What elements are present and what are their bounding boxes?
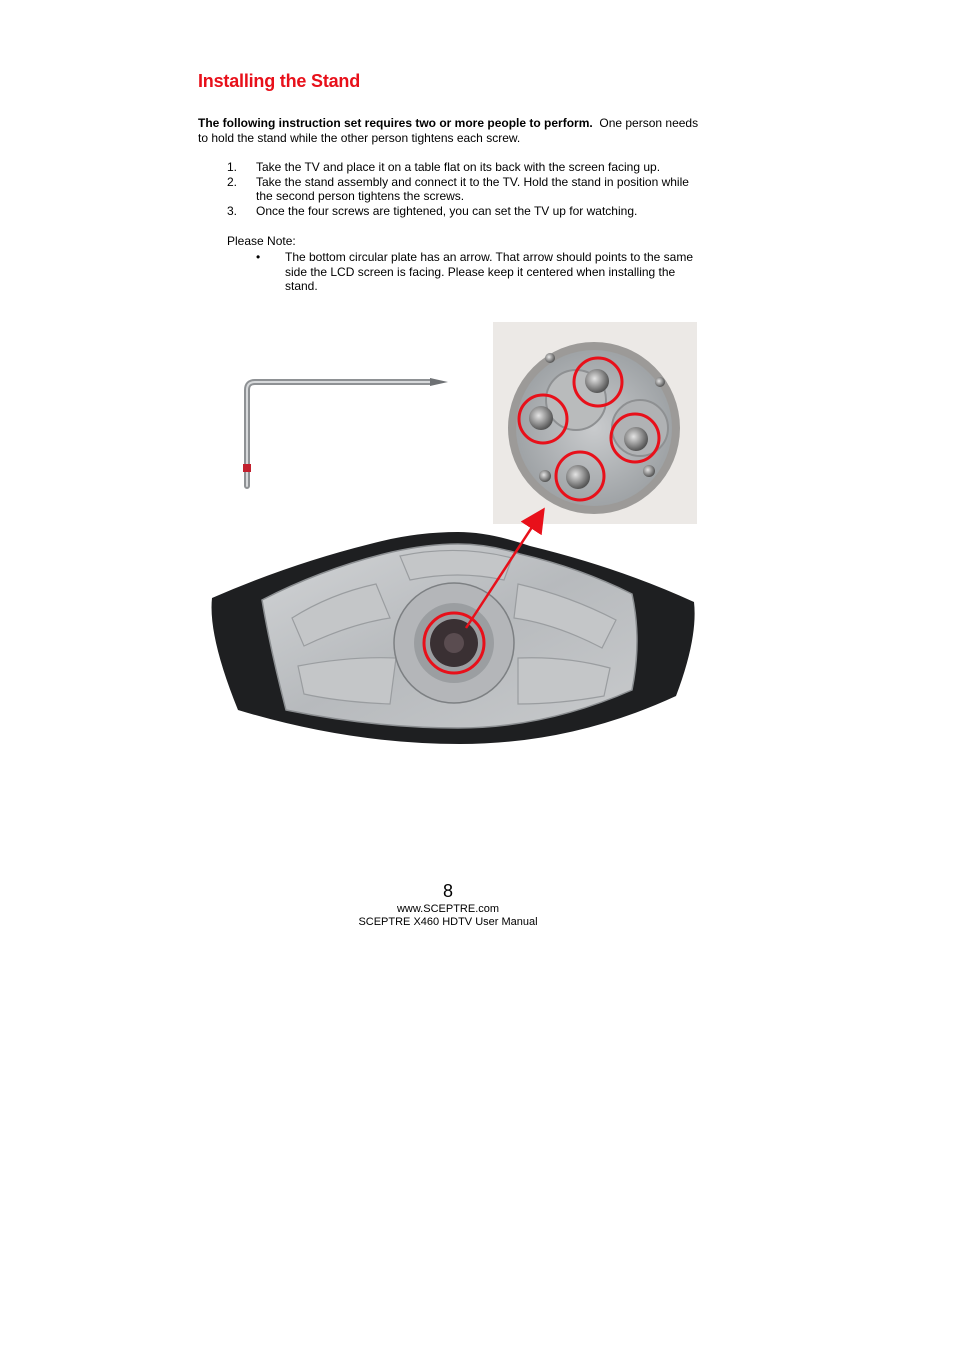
footer-manual-title: SCEPTRE X460 HDTV User Manual (358, 916, 538, 928)
stand-installation-figure (200, 318, 700, 748)
step-text: Once the four screws are tightened, you can set the TV up for watching. (256, 203, 638, 218)
intro-paragraph (198, 116, 703, 146)
step-item (227, 204, 707, 219)
note-item (256, 250, 696, 294)
note-list (256, 250, 696, 294)
intro-text: One person needs to hold the stand while the other person tightens each screw. (198, 116, 702, 145)
step-text: Take the TV and place it on a table flat on its back with the screen facing up. (256, 160, 661, 174)
steps-list (227, 160, 707, 218)
note-text: The bottom circular plate has an arrow. That arrow should points to the same side the LCD screen is facing. Please keep it centered when installing the stand. (285, 250, 693, 294)
step-item (227, 175, 707, 204)
step-item (227, 160, 707, 175)
step-number: 2. (227, 174, 238, 189)
footer-url: www.SCEPTRE.com (396, 903, 500, 915)
screwdriver-icon (243, 378, 448, 486)
page-number: 8 (442, 881, 453, 901)
step-number: 1. (227, 160, 238, 174)
bullet-icon: • (256, 250, 261, 264)
note-label: Please Note: (227, 234, 296, 248)
intro-warning: The following instruction set requires two or more people to perform. (198, 116, 593, 130)
step-text: Take the stand assembly and connect it to the TV. Hold the stand in position while the second person tightens the screws. (256, 174, 689, 204)
step-number: 3. (227, 203, 238, 218)
stand-base-photo (212, 532, 695, 744)
screw-closeup-photo (493, 322, 697, 524)
page-heading: Installing the Stand (198, 71, 361, 91)
